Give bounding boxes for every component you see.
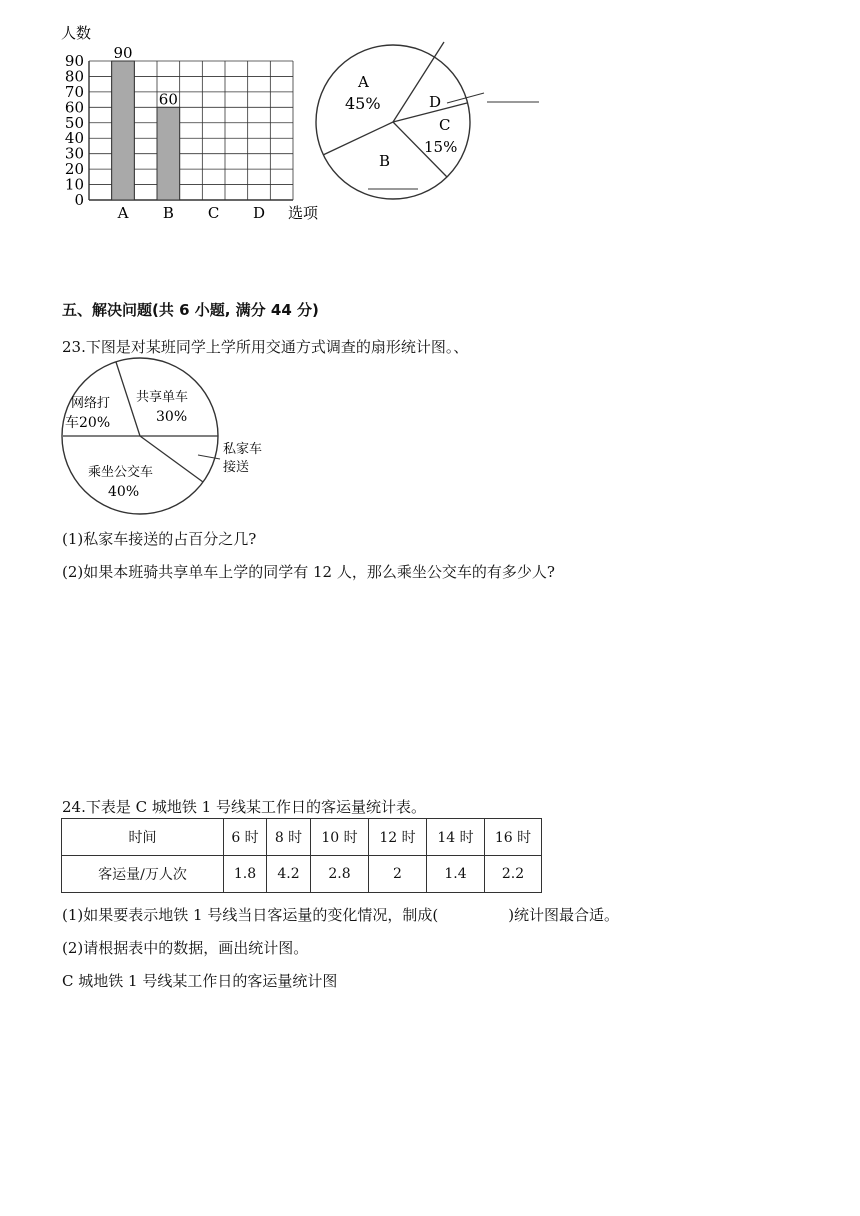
q23-slice-online-pct: 车20% xyxy=(65,415,111,431)
table-cell-value: 2.2 xyxy=(485,856,542,893)
q23-slice-car-leader xyxy=(198,455,220,459)
q23-slice-bus-label: 乘坐公交车 xyxy=(88,465,154,480)
q23-pie-chart xyxy=(55,355,280,515)
q23-slice-bus-pct: 40% xyxy=(108,484,140,500)
y-tick-label: 0 xyxy=(74,191,84,209)
q24-sub1 xyxy=(62,905,619,925)
q23-slice-car-label-2: 接送 xyxy=(223,460,250,475)
table-row xyxy=(62,856,542,893)
bar-chart xyxy=(55,18,335,228)
q23-slice-bike-pct: 30% xyxy=(156,409,188,425)
table-cell-time: 12 时 xyxy=(369,819,427,856)
pie-slice-b-label: B xyxy=(379,152,391,170)
x-tick-label: D xyxy=(252,204,266,222)
bar-chart-ylabel: 人数 xyxy=(61,24,92,42)
bar-chart-bars xyxy=(112,44,180,200)
y-tick-label: 40 xyxy=(64,129,84,148)
bar-chart-y-ticks xyxy=(65,52,84,209)
x-tick-label: A xyxy=(117,204,129,222)
pie-slice-c-label: C xyxy=(439,116,451,134)
q23-stem: 23.下图是对某班同学上学所用交通方式调查的扇形统计图。、 xyxy=(62,338,469,356)
pie-slice-a-label: A xyxy=(358,73,369,91)
q23-sub2: (2)如果本班骑共享单车上学的同学有 12 人，那么乘坐公交车的有多少人? xyxy=(62,563,555,581)
table-cell-time: 10 时 xyxy=(311,819,369,856)
table-cell-value: 1.4 xyxy=(427,856,485,893)
bar-chart-categories xyxy=(117,204,265,222)
x-tick-label: C xyxy=(207,204,220,222)
pie-slice-a-pct: 45% xyxy=(345,94,381,113)
q24-stem: 24.下表是 C 城地铁 1 号线某工作日的客运量统计表。 xyxy=(62,798,426,816)
section-title: 五、解决问题(共 6 小题, 满分 44 分) xyxy=(62,301,319,319)
y-tick-label: 80 xyxy=(64,67,84,86)
table-header-time: 时间 xyxy=(62,819,224,856)
bar-data-label: 90 xyxy=(113,44,133,62)
q23-slice-online-label: 网络打 xyxy=(71,396,111,411)
bar-chart-xlabel: 选项 xyxy=(288,204,319,222)
q23-sub1: (1)私家车接送的占百分之几? xyxy=(62,530,257,548)
table-cell-time: 16 时 xyxy=(485,819,542,856)
pie-slice-c-pct: 15% xyxy=(424,138,458,156)
y-tick-label: 10 xyxy=(64,175,84,194)
pie-divider xyxy=(323,122,393,155)
bar-data-label: 60 xyxy=(158,90,178,109)
q24-sub1-text-end: )统计图最合适。 xyxy=(508,906,620,924)
q24-chart-title: C 城地铁 1 号线某工作日的客运量统计图 xyxy=(62,972,338,990)
q23-slice-car-label: 私家车 xyxy=(223,442,263,457)
table-cell-time: 6 时 xyxy=(224,819,267,856)
y-tick-label: 60 xyxy=(64,98,84,117)
table-row xyxy=(62,819,542,856)
y-tick-label: 30 xyxy=(64,144,84,163)
table-cell-value: 2.8 xyxy=(311,856,369,893)
table-cell-time: 14 时 xyxy=(427,819,485,856)
pie-chart-abcd xyxy=(305,25,555,210)
table-cell-time: 8 时 xyxy=(267,819,311,856)
y-tick-label: 20 xyxy=(64,160,84,179)
pie-slice-d-label: D xyxy=(429,93,442,111)
table-cell-value: 1.8 xyxy=(224,856,267,893)
q24-data-table xyxy=(61,818,542,893)
bar xyxy=(112,61,135,200)
y-tick-label: 90 xyxy=(64,52,84,70)
bar xyxy=(157,107,180,200)
q23-slice-bike-label: 共享单车 xyxy=(136,390,189,405)
y-tick-label: 50 xyxy=(64,113,84,132)
x-tick-label: B xyxy=(162,204,174,222)
table-header-volume: 客运量/万人次 xyxy=(62,856,224,893)
y-tick-label: 70 xyxy=(64,82,84,101)
q24-sub2: (2)请根据表中的数据，画出统计图。 xyxy=(62,939,309,957)
q24-sub1-text: (1)如果要表示地铁 1 号线当日客运量的变化情况，制成( xyxy=(62,906,439,924)
table-cell-value: 2 xyxy=(369,856,427,893)
table-cell-value: 4.2 xyxy=(267,856,311,893)
